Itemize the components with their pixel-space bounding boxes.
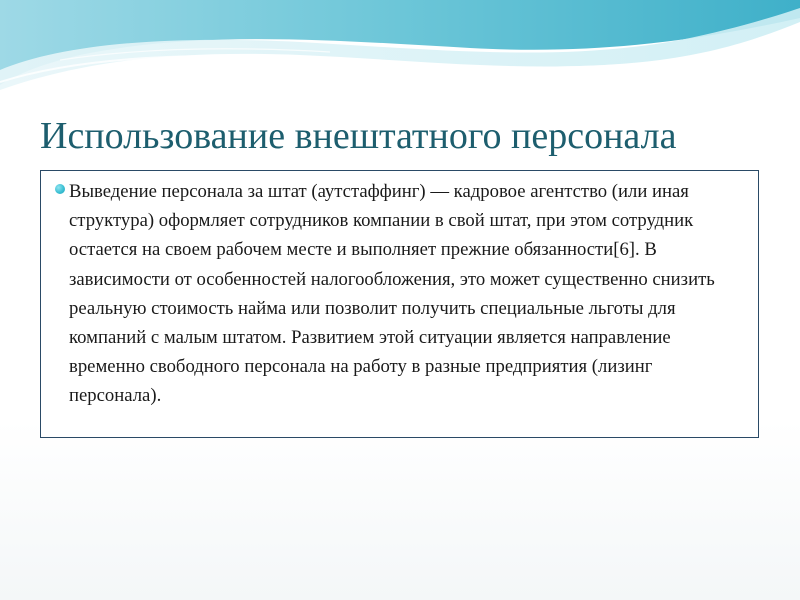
bullet-text: Выведение персонала за штат (аутстаффинг) — кадровое агентство (или иная структура) оформляет сотрудников компании в свой штат, при этом сотрудник остается на своем рабочем месте и выполняет прежние обязанности[6]. В зависимости от особенностей налогообложения, это может существенно снизить реальную стоимость найма или позволит получить специальные льготы для компаний с малым штатом. Развитием этой ситуации является направление временно свободного персонала на работу в разные предприятия (лизинг персонала). [69, 181, 715, 407]
slide-title: Использование внештатного персонала [40, 115, 677, 157]
content-box [40, 170, 759, 438]
header-wave-decoration [0, 0, 800, 100]
round-bullet-icon [55, 184, 65, 194]
